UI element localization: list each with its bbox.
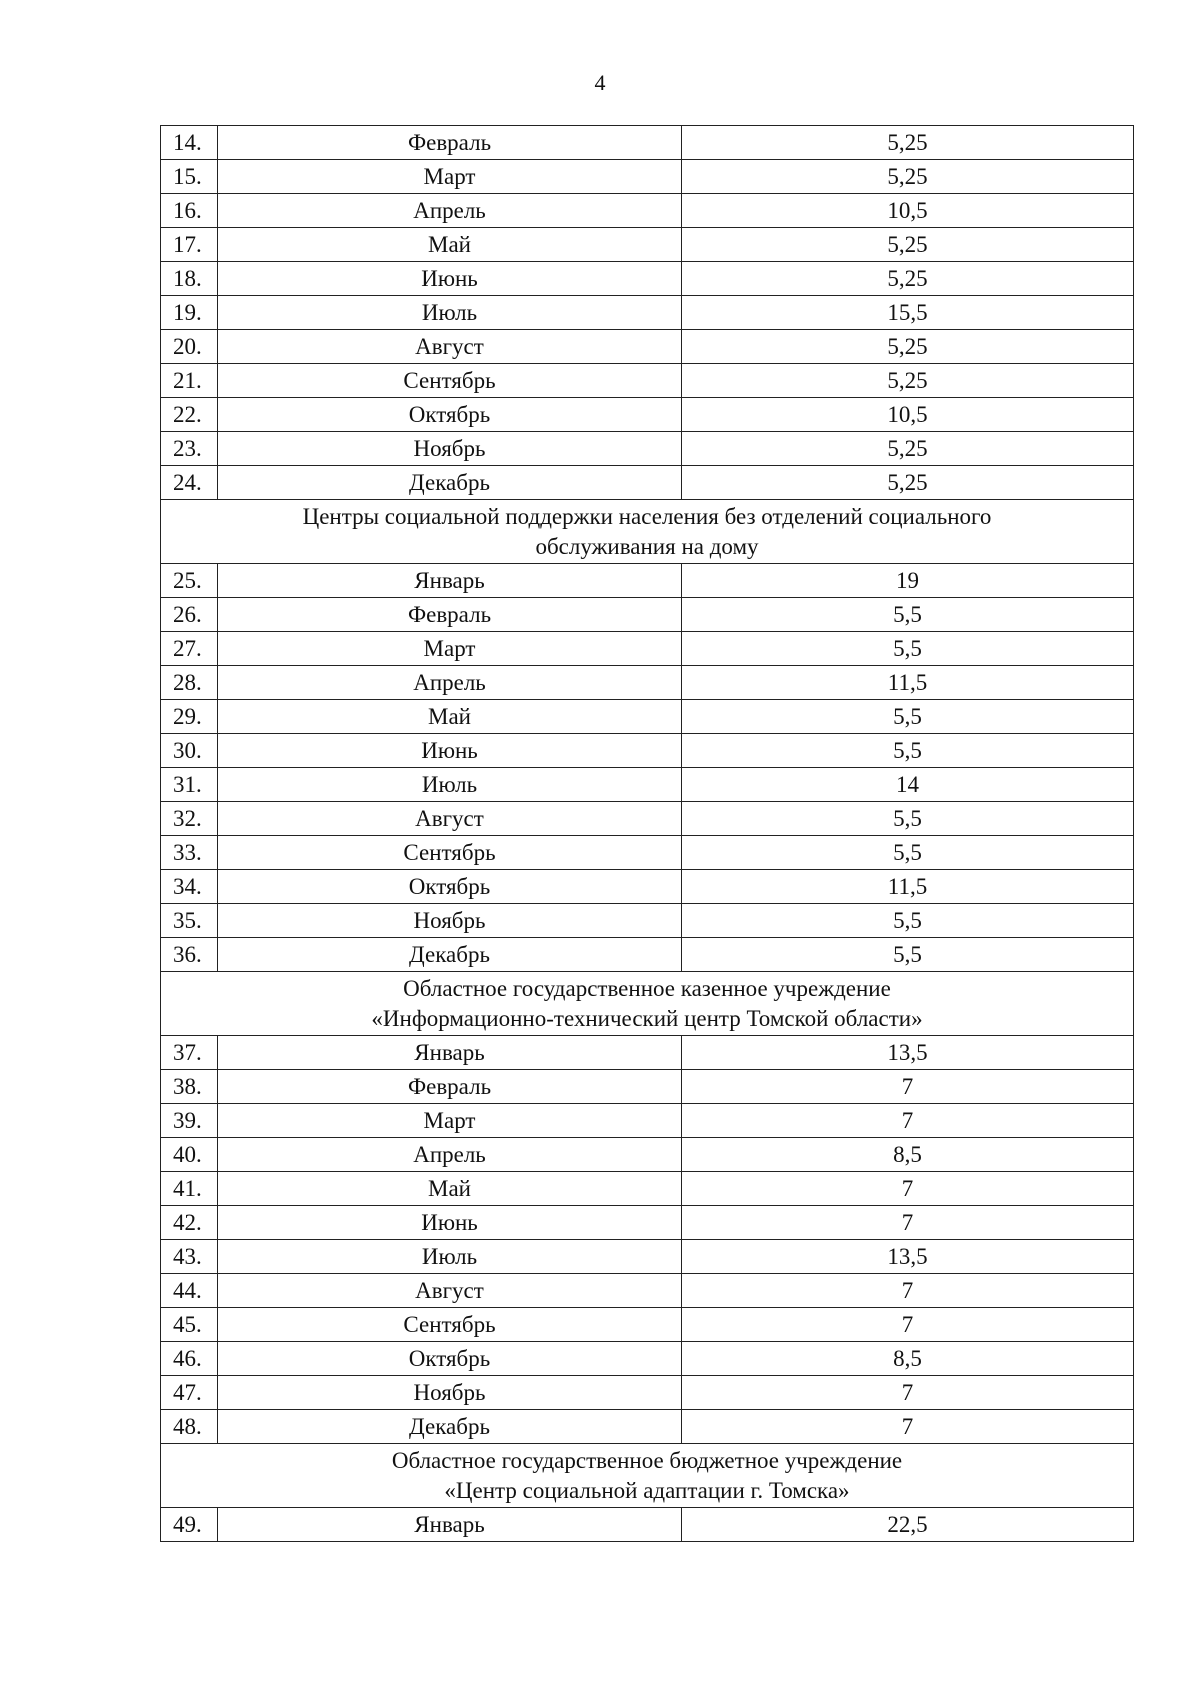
section-header-line: Центры социальной поддержки населения без отделений социального bbox=[302, 503, 992, 529]
month-cell: Декабрь bbox=[218, 466, 682, 500]
value-cell: 5,25 bbox=[682, 364, 1134, 398]
month-cell: Апрель bbox=[218, 1138, 682, 1172]
month-cell: Октябрь bbox=[218, 398, 682, 432]
value-cell: 7 bbox=[682, 1070, 1134, 1104]
section-header-line: «Центр социальной адаптации г. Томска» bbox=[444, 1477, 850, 1503]
section-header-cell bbox=[161, 500, 1134, 564]
table-row bbox=[161, 126, 1134, 160]
value-cell: 5,5 bbox=[682, 632, 1134, 666]
value-cell: 10,5 bbox=[682, 194, 1134, 228]
table-row bbox=[161, 432, 1134, 466]
row-number-cell: 14. bbox=[161, 126, 218, 160]
table-row bbox=[161, 364, 1134, 398]
row-number-cell: 26. bbox=[161, 598, 218, 632]
row-number-cell: 28. bbox=[161, 666, 218, 700]
table-row bbox=[161, 632, 1134, 666]
table-row bbox=[161, 904, 1134, 938]
value-cell: 13,5 bbox=[682, 1036, 1134, 1070]
table-body bbox=[161, 126, 1134, 1542]
value-cell: 5,5 bbox=[682, 802, 1134, 836]
row-number-cell: 39. bbox=[161, 1104, 218, 1138]
value-cell: 7 bbox=[682, 1274, 1134, 1308]
month-cell: Сентябрь bbox=[218, 364, 682, 398]
value-cell: 5,5 bbox=[682, 598, 1134, 632]
value-cell: 8,5 bbox=[682, 1138, 1134, 1172]
table-row bbox=[161, 194, 1134, 228]
value-cell: 7 bbox=[682, 1376, 1134, 1410]
value-cell: 5,25 bbox=[682, 432, 1134, 466]
section-header-row bbox=[161, 500, 1134, 564]
month-cell: Март bbox=[218, 632, 682, 666]
month-cell: Декабрь bbox=[218, 1410, 682, 1444]
table-row bbox=[161, 700, 1134, 734]
month-cell: Май bbox=[218, 700, 682, 734]
value-cell: 11,5 bbox=[682, 666, 1134, 700]
value-cell: 5,25 bbox=[682, 126, 1134, 160]
table-row bbox=[161, 1138, 1134, 1172]
row-number-cell: 44. bbox=[161, 1274, 218, 1308]
section-header-row bbox=[161, 972, 1134, 1036]
value-cell: 13,5 bbox=[682, 1240, 1134, 1274]
value-cell: 5,25 bbox=[682, 160, 1134, 194]
row-number-cell: 19. bbox=[161, 296, 218, 330]
row-number-cell: 38. bbox=[161, 1070, 218, 1104]
month-cell: Январь bbox=[218, 1508, 682, 1542]
month-cell: Март bbox=[218, 1104, 682, 1138]
month-cell: Ноябрь bbox=[218, 1376, 682, 1410]
section-header-line: Областное государственное бюджетное учреждение bbox=[391, 1447, 903, 1473]
value-cell: 5,25 bbox=[682, 466, 1134, 500]
value-cell: 11,5 bbox=[682, 870, 1134, 904]
month-cell: Январь bbox=[218, 1036, 682, 1070]
row-number-cell: 32. bbox=[161, 802, 218, 836]
data-table bbox=[160, 125, 1134, 1542]
month-cell: Июль bbox=[218, 296, 682, 330]
month-cell: Сентябрь bbox=[218, 836, 682, 870]
value-cell: 5,5 bbox=[682, 700, 1134, 734]
table-row bbox=[161, 296, 1134, 330]
value-cell: 5,25 bbox=[682, 228, 1134, 262]
month-cell: Июль bbox=[218, 768, 682, 802]
row-number-cell: 17. bbox=[161, 228, 218, 262]
row-number-cell: 35. bbox=[161, 904, 218, 938]
row-number-cell: 30. bbox=[161, 734, 218, 768]
month-cell: Октябрь bbox=[218, 1342, 682, 1376]
row-number-cell: 37. bbox=[161, 1036, 218, 1070]
month-cell: Август bbox=[218, 1274, 682, 1308]
value-cell: 7 bbox=[682, 1104, 1134, 1138]
value-cell: 5,5 bbox=[682, 904, 1134, 938]
row-number-cell: 15. bbox=[161, 160, 218, 194]
value-cell: 5,5 bbox=[682, 836, 1134, 870]
row-number-cell: 22. bbox=[161, 398, 218, 432]
value-cell: 7 bbox=[682, 1172, 1134, 1206]
table-row bbox=[161, 1240, 1134, 1274]
table-row bbox=[161, 598, 1134, 632]
table-row bbox=[161, 938, 1134, 972]
section-header-line: обслуживания на дому bbox=[535, 533, 759, 559]
section-header-cell bbox=[161, 972, 1134, 1036]
month-cell: Июнь bbox=[218, 262, 682, 296]
value-cell: 7 bbox=[682, 1410, 1134, 1444]
table-row bbox=[161, 870, 1134, 904]
row-number-cell: 33. bbox=[161, 836, 218, 870]
table-row bbox=[161, 1376, 1134, 1410]
month-cell: Май bbox=[218, 228, 682, 262]
month-cell: Июль bbox=[218, 1240, 682, 1274]
row-number-cell: 45. bbox=[161, 1308, 218, 1342]
section-header-cell bbox=[161, 1444, 1134, 1508]
table-row bbox=[161, 734, 1134, 768]
row-number-cell: 43. bbox=[161, 1240, 218, 1274]
month-cell: Март bbox=[218, 160, 682, 194]
table-row bbox=[161, 262, 1134, 296]
value-cell: 5,25 bbox=[682, 262, 1134, 296]
table-row bbox=[161, 768, 1134, 802]
month-cell: Октябрь bbox=[218, 870, 682, 904]
row-number-cell: 41. bbox=[161, 1172, 218, 1206]
value-cell: 5,5 bbox=[682, 938, 1134, 972]
value-cell: 7 bbox=[682, 1206, 1134, 1240]
row-number-cell: 49. bbox=[161, 1508, 218, 1542]
table-row bbox=[161, 564, 1134, 598]
table-row bbox=[161, 1036, 1134, 1070]
row-number-cell: 16. bbox=[161, 194, 218, 228]
month-cell: Сентябрь bbox=[218, 1308, 682, 1342]
month-cell: Июнь bbox=[218, 734, 682, 768]
value-cell: 8,5 bbox=[682, 1342, 1134, 1376]
row-number-cell: 42. bbox=[161, 1206, 218, 1240]
row-number-cell: 40. bbox=[161, 1138, 218, 1172]
month-cell: Август bbox=[218, 802, 682, 836]
month-cell: Февраль bbox=[218, 598, 682, 632]
table-row bbox=[161, 1206, 1134, 1240]
table-row bbox=[161, 1508, 1134, 1542]
month-cell: Декабрь bbox=[218, 938, 682, 972]
row-number-cell: 47. bbox=[161, 1376, 218, 1410]
row-number-cell: 21. bbox=[161, 364, 218, 398]
value-cell: 7 bbox=[682, 1308, 1134, 1342]
row-number-cell: 46. bbox=[161, 1342, 218, 1376]
table-row bbox=[161, 466, 1134, 500]
table-row bbox=[161, 1342, 1134, 1376]
value-cell: 19 bbox=[682, 564, 1134, 598]
table-row bbox=[161, 398, 1134, 432]
table-row bbox=[161, 1172, 1134, 1206]
row-number-cell: 24. bbox=[161, 466, 218, 500]
table-row bbox=[161, 836, 1134, 870]
value-cell: 14 bbox=[682, 768, 1134, 802]
row-number-cell: 23. bbox=[161, 432, 218, 466]
table-row bbox=[161, 1410, 1134, 1444]
month-cell: Апрель bbox=[218, 666, 682, 700]
month-cell: Июнь bbox=[218, 1206, 682, 1240]
row-number-cell: 36. bbox=[161, 938, 218, 972]
table-row bbox=[161, 330, 1134, 364]
row-number-cell: 25. bbox=[161, 564, 218, 598]
table-row bbox=[161, 1308, 1134, 1342]
value-cell: 5,25 bbox=[682, 330, 1134, 364]
table-row bbox=[161, 1104, 1134, 1138]
table-row bbox=[161, 1274, 1134, 1308]
month-cell: Ноябрь bbox=[218, 432, 682, 466]
row-number-cell: 27. bbox=[161, 632, 218, 666]
month-cell: Январь bbox=[218, 564, 682, 598]
section-header-line: «Информационно-технический центр Томской области» bbox=[371, 1005, 923, 1031]
value-cell: 15,5 bbox=[682, 296, 1134, 330]
month-cell: Май bbox=[218, 1172, 682, 1206]
value-cell: 22,5 bbox=[682, 1508, 1134, 1542]
table-row bbox=[161, 1070, 1134, 1104]
row-number-cell: 31. bbox=[161, 768, 218, 802]
row-number-cell: 18. bbox=[161, 262, 218, 296]
section-header-line: Областное государственное казенное учреждение bbox=[403, 975, 891, 1001]
month-cell: Ноябрь bbox=[218, 904, 682, 938]
table-row bbox=[161, 228, 1134, 262]
row-number-cell: 48. bbox=[161, 1410, 218, 1444]
row-number-cell: 34. bbox=[161, 870, 218, 904]
table-row bbox=[161, 160, 1134, 194]
month-cell: Февраль bbox=[218, 1070, 682, 1104]
month-cell: Февраль bbox=[218, 126, 682, 160]
month-cell: Август bbox=[218, 330, 682, 364]
value-cell: 5,5 bbox=[682, 734, 1134, 768]
value-cell: 10,5 bbox=[682, 398, 1134, 432]
table-row bbox=[161, 802, 1134, 836]
row-number-cell: 20. bbox=[161, 330, 218, 364]
table-row bbox=[161, 666, 1134, 700]
month-cell: Апрель bbox=[218, 194, 682, 228]
row-number-cell: 29. bbox=[161, 700, 218, 734]
page-number: 4 bbox=[594, 70, 606, 95]
section-header-row bbox=[161, 1444, 1134, 1508]
